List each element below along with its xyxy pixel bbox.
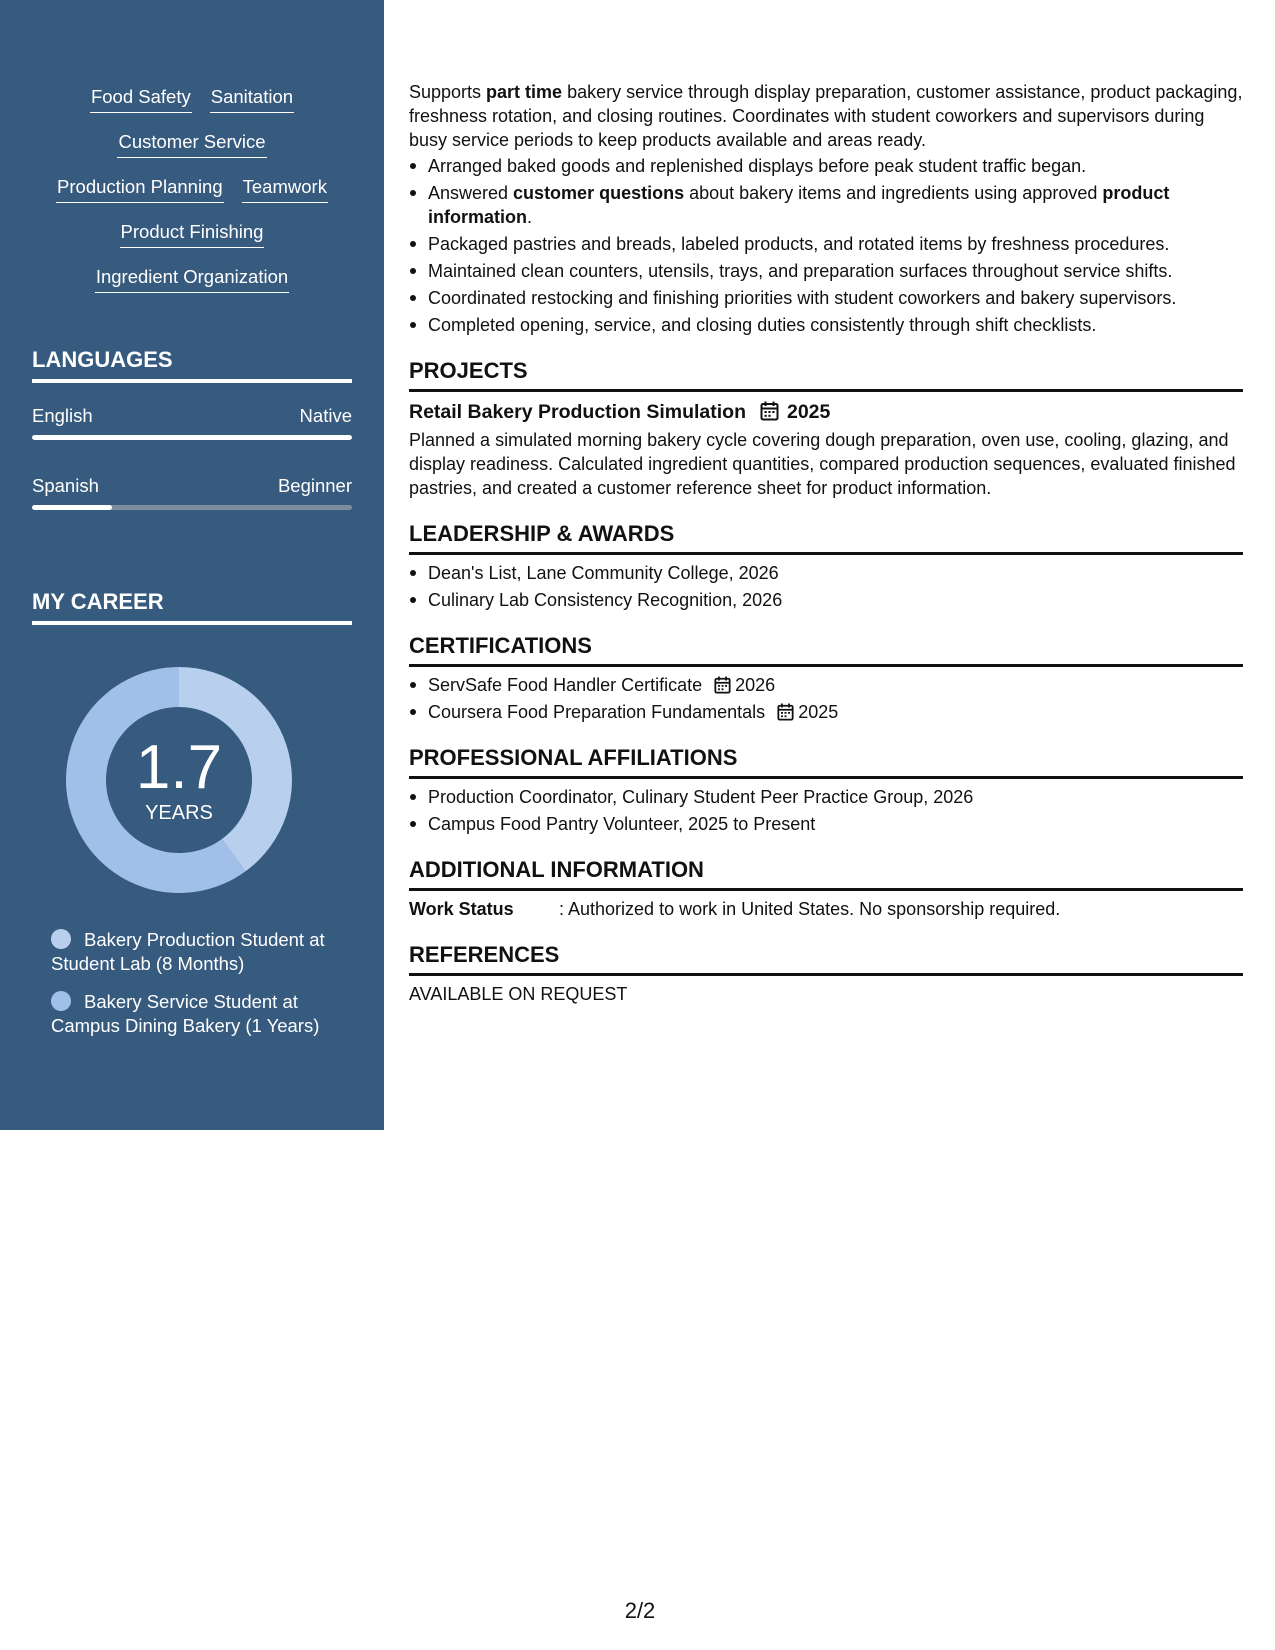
bullet-bold-text: product information (428, 183, 1170, 227)
project-title-row (409, 398, 1243, 426)
affiliation-item: Campus Food Pantry Volunteer, 2025 to Present (409, 812, 1243, 836)
summary-text: bakery service through display preparation, customer assistance, product packaging, freshness rotation, and closing routines. Coordinates with student coworkers and supervisors during busy service periods to keep products available and areas ready. (409, 82, 1243, 150)
language-level: Native (299, 405, 352, 426)
language-row (32, 475, 352, 510)
language-name: English (32, 405, 93, 426)
references-text: AVAILABLE ON REQUEST (409, 984, 628, 1004)
additional-info-section (409, 856, 1243, 921)
skills-list (0, 86, 384, 311)
career-item-label: Bakery Service Student at Campus Dining Bakery (1 Years) (51, 991, 320, 1036)
career-legend-dot (51, 991, 71, 1011)
career-item-label: Bakery Production Student at Student Lab (8 Months) (51, 929, 325, 974)
bullet-text: about bakery items and ingredients using approved (684, 183, 1103, 203)
experience-bullet: Coordinated restocking and finishing priorities with student coworkers and bakery supervisors. (409, 286, 1243, 310)
experience-bullet: Packaged pastries and breads, labeled products, and rotated items by freshness procedures. (409, 232, 1243, 256)
leadership-heading: LEADERSHIP & AWARDS (409, 520, 1243, 555)
certification-year: 2026 (735, 675, 776, 695)
references-section (409, 941, 1243, 1006)
leadership-item: Dean's List, Lane Community College, 2026 (409, 561, 1243, 585)
calendar-icon (760, 401, 779, 421)
affiliations-section (409, 744, 1243, 836)
work-status-row (409, 897, 1243, 921)
career-legend-dot (51, 929, 71, 949)
career-heading: MY CAREER (32, 589, 352, 625)
skill-tag: Production Planning (56, 176, 224, 203)
calendar-icon (777, 703, 794, 721)
bullet-text: Answered (428, 183, 514, 203)
certification-year: 2025 (798, 702, 839, 722)
skill-tag: Food Safety (90, 86, 192, 113)
page-number: 2/2 (624, 1598, 656, 1623)
language-proficiency-bar (32, 505, 352, 510)
certification-item (409, 673, 1243, 697)
career-total-unit: YEARS (145, 802, 213, 824)
sidebar (0, 0, 384, 1130)
main-content (409, 80, 1243, 1006)
work-status-label: Work Status (409, 899, 514, 919)
project-title: Retail Bakery Production Simulation (409, 401, 746, 423)
language-proficiency-fill (32, 505, 112, 510)
work-status-value: : Authorized to work in United States. No sponsorship required. (559, 899, 1061, 919)
experience-bullet: Completed opening, service, and closing duties consistently through shift checklists. (409, 313, 1243, 337)
skill-tag: Ingredient Organization (95, 266, 289, 293)
skill-tag: Sanitation (210, 86, 294, 113)
leadership-section (409, 520, 1243, 612)
language-name: Spanish (32, 475, 99, 496)
additional-info-heading: ADDITIONAL INFORMATION (409, 856, 1243, 891)
leadership-item: Culinary Lab Consistency Recognition, 2026 (409, 588, 1243, 612)
certifications-section (409, 632, 1243, 724)
projects-heading: PROJECTS (409, 357, 1243, 392)
certifications-heading: CERTIFICATIONS (409, 632, 1243, 667)
project-year: 2025 (786, 401, 831, 423)
experience-bullet: Maintained clean counters, utensils, trays, and preparation surfaces throughout service shifts. (409, 259, 1243, 283)
career-total-years: 1.7 (135, 733, 223, 802)
calendar-icon (714, 676, 731, 694)
experience-summary (409, 80, 1243, 152)
career-item (51, 928, 341, 976)
summary-text: Supports (409, 82, 487, 102)
experience-bullet: Arranged baked goods and replenished displays before peak student traffic began. (409, 154, 1243, 178)
affiliations-heading: PROFESSIONAL AFFILIATIONS (409, 744, 1243, 779)
language-row (32, 405, 352, 440)
certification-name: ServSafe Food Handler Certificate (428, 675, 703, 695)
language-proficiency-bar (32, 435, 352, 440)
experience-bullet (409, 181, 1243, 229)
project-description: Planned a simulated morning bakery cycle covering dough preparation, oven use, cooling, glazing, and display readiness. Calculated ingredient quantities, compared production sequences, evaluated finished pastries, and created a customer reference sheet for product information. (409, 430, 1236, 498)
language-proficiency-fill (32, 435, 352, 440)
affiliation-item: Production Coordinator, Culinary Student Peer Practice Group, 2026 (409, 785, 1243, 809)
languages-heading: LANGUAGES (32, 347, 352, 383)
bullet-bold-text: customer questions (513, 183, 685, 203)
experience-bullets (409, 154, 1243, 337)
language-level: Beginner (277, 475, 352, 496)
bullet-text: . (527, 207, 533, 227)
skill-tag: Product Finishing (120, 221, 265, 248)
career-item (51, 990, 341, 1038)
certification-name: Coursera Food Preparation Fundamentals (428, 702, 766, 722)
certification-item (409, 700, 1243, 724)
skill-tag: Customer Service (117, 131, 266, 158)
summary-bold-text: part time (486, 82, 563, 102)
references-heading: REFERENCES (409, 941, 1243, 976)
skill-tag: Teamwork (242, 176, 328, 203)
